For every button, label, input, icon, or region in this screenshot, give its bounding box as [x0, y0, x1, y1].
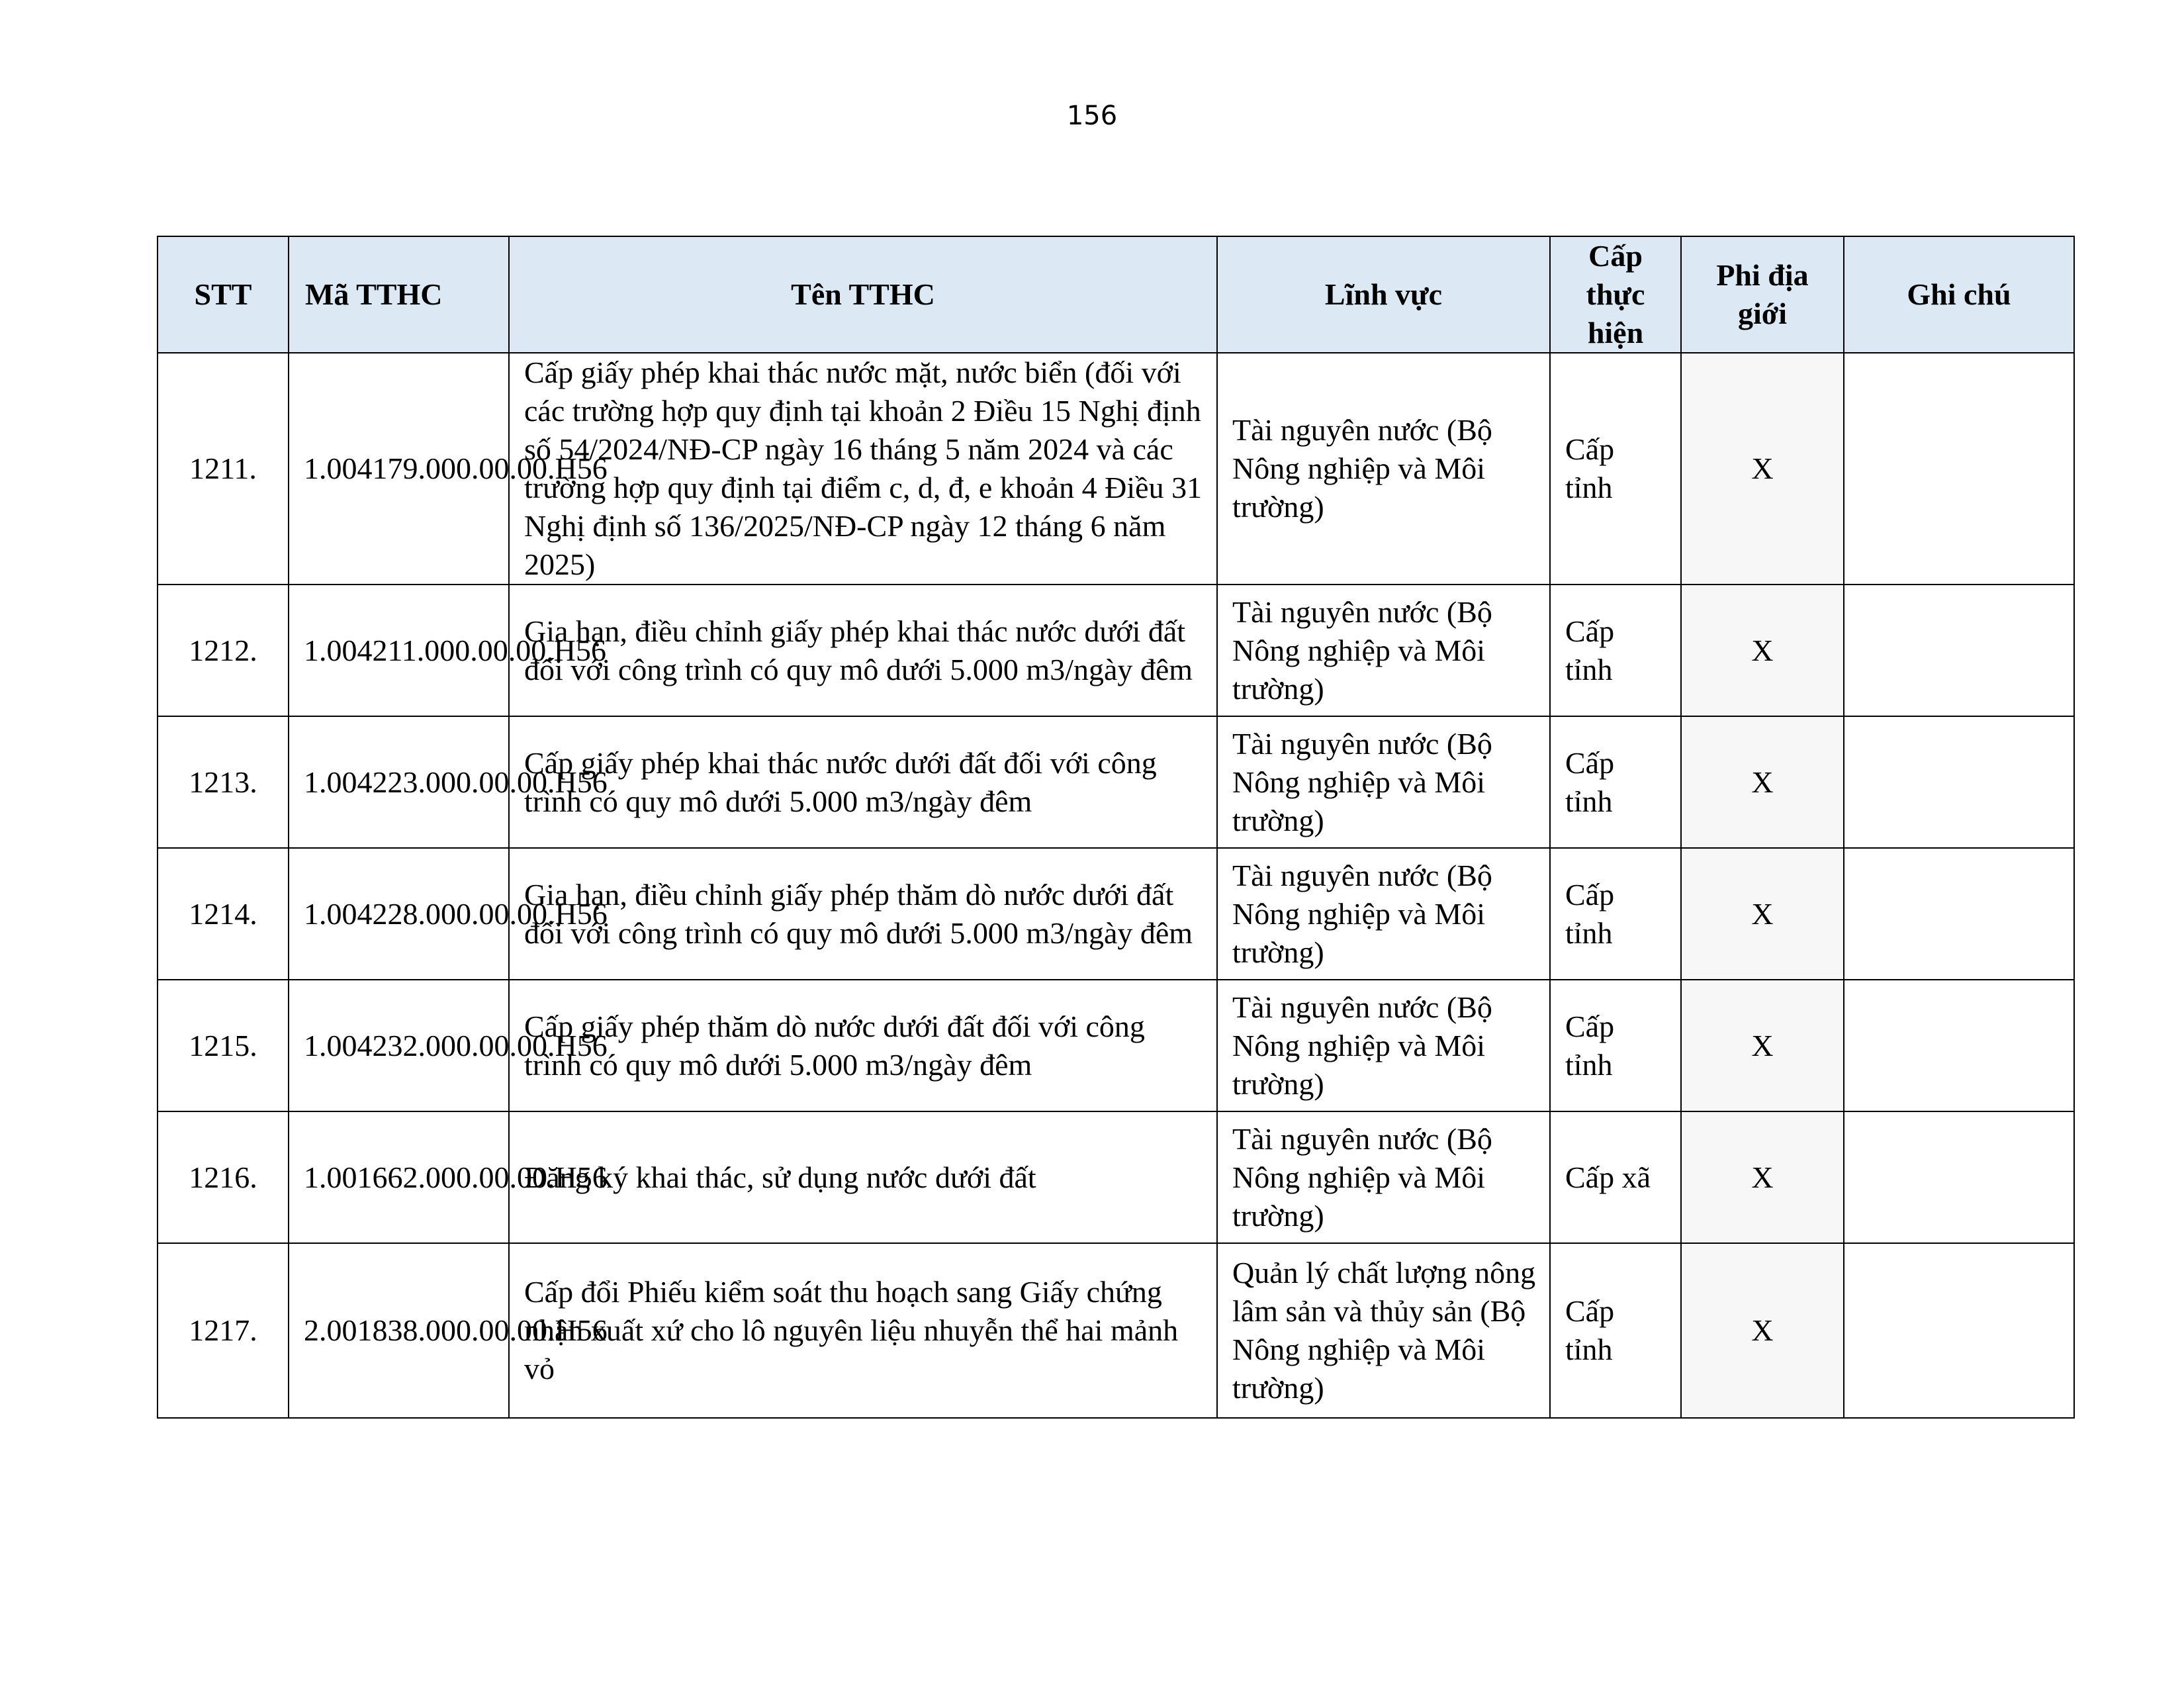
cell-stt: 1216. — [158, 1111, 289, 1243]
cell-phi-dia-gioi: X — [1681, 1111, 1844, 1243]
cell-cap-thuc-hien: Cấp tỉnh — [1550, 848, 1681, 980]
cell-stt: 1217. — [158, 1243, 289, 1418]
header-linh-vuc: Lĩnh vực — [1217, 236, 1550, 353]
cell-phi-dia-gioi: X — [1681, 353, 1844, 585]
cell-phi-dia-gioi: X — [1681, 585, 1844, 716]
cell-phi-dia-gioi: X — [1681, 1243, 1844, 1418]
cell-ma-tthc: 1.004211.000.00.00.H56 — [289, 585, 509, 716]
cell-ghi-chu — [1844, 848, 2074, 980]
cell-linh-vuc: Tài nguyên nước (Bộ Nông nghiệp và Môi trường) — [1217, 848, 1550, 980]
cell-ghi-chu — [1844, 980, 2074, 1111]
cell-linh-vuc: Tài nguyên nước (Bộ Nông nghiệp và Môi trường) — [1217, 716, 1550, 848]
cell-ma-tthc: 1.001662.000.00.00.H56 — [289, 1111, 509, 1243]
cell-linh-vuc: Quản lý chất lượng nông lâm sản và thủy sản (Bộ Nông nghiệp và Môi trường) — [1217, 1243, 1550, 1418]
cell-linh-vuc: Tài nguyên nước (Bộ Nông nghiệp và Môi trường) — [1217, 1111, 1550, 1243]
cell-cap-thuc-hien: Cấp tỉnh — [1550, 1243, 1681, 1418]
cell-phi-dia-gioi: X — [1681, 848, 1844, 980]
cell-stt: 1214. — [158, 848, 289, 980]
cell-cap-thuc-hien: Cấp tỉnh — [1550, 585, 1681, 716]
table-row — [158, 716, 2074, 848]
cell-cap-thuc-hien: Cấp tỉnh — [1550, 716, 1681, 848]
cell-stt: 1212. — [158, 585, 289, 716]
cell-ma-tthc: 1.004232.000.00.00.H56 — [289, 980, 509, 1111]
cell-ten-tthc: Gia hạn, điều chỉnh giấy phép thăm dò nước dưới đất đối với công trình có quy mô dưới 5.000 m3/ngày đêm — [509, 848, 1217, 980]
cell-ghi-chu — [1844, 585, 2074, 716]
table-row — [158, 980, 2074, 1111]
table-row — [158, 585, 2074, 716]
procedures-table — [157, 236, 2075, 1419]
cell-phi-dia-gioi: X — [1681, 980, 1844, 1111]
cell-ma-tthc: 1.004228.000.00.00.H56 — [289, 848, 509, 980]
cell-cap-thuc-hien: Cấp xã — [1550, 1111, 1681, 1243]
cell-ten-tthc: Đăng ký khai thác, sử dụng nước dưới đất — [509, 1111, 1217, 1243]
cell-ma-tthc: 1.004179.000.00.00.H56 — [289, 353, 509, 585]
cell-ghi-chu — [1844, 1111, 2074, 1243]
cell-ghi-chu — [1844, 1243, 2074, 1418]
header-stt: STT — [158, 236, 289, 353]
cell-linh-vuc: Tài nguyên nước (Bộ Nông nghiệp và Môi trường) — [1217, 585, 1550, 716]
cell-ma-tthc: 2.001838.000.00.00.H56 — [289, 1243, 509, 1418]
cell-ten-tthc: Cấp giấy phép khai thác nước mặt, nước biển (đối với các trường hợp quy định tại khoản 2 Điều 15 Nghị định số 54/2024/NĐ-CP ngày 16 tháng 5 năm 2024 và các trường hợp quy định tại điểm c, d, đ, e khoản 4 Điều 31 Nghị định số 136/2025/NĐ-CP ngày 12 tháng 6 năm 2025) — [509, 353, 1217, 585]
header-ten-tthc: Tên TTHC — [509, 236, 1217, 353]
cell-cap-thuc-hien: Cấp tỉnh — [1550, 353, 1681, 585]
table-row — [158, 353, 2074, 585]
page-number: 156 — [1066, 101, 1118, 131]
cell-cap-thuc-hien: Cấp tỉnh — [1550, 980, 1681, 1111]
table-row — [158, 1243, 2074, 1418]
cell-linh-vuc: Tài nguyên nước (Bộ Nông nghiệp và Môi trường) — [1217, 353, 1550, 585]
cell-stt: 1215. — [158, 980, 289, 1111]
cell-ten-tthc: Gia hạn, điều chỉnh giấy phép khai thác nước dưới đất đối với công trình có quy mô dưới 5.000 m3/ngày đêm — [509, 585, 1217, 716]
cell-ghi-chu — [1844, 716, 2074, 848]
cell-ghi-chu — [1844, 353, 2074, 585]
cell-stt: 1213. — [158, 716, 289, 848]
table-header-row — [158, 236, 2074, 353]
header-phi-dia-gioi: Phi địa giới — [1681, 236, 1844, 353]
cell-ten-tthc: Cấp giấy phép thăm dò nước dưới đất đối với công trình có quy mô dưới 5.000 m3/ngày đêm — [509, 980, 1217, 1111]
table-row — [158, 848, 2074, 980]
table-row — [158, 1111, 2074, 1243]
header-ghi-chu: Ghi chú — [1844, 236, 2074, 353]
cell-phi-dia-gioi: X — [1681, 716, 1844, 848]
cell-ten-tthc: Cấp đổi Phiếu kiểm soát thu hoạch sang Giấy chứng nhận xuất xứ cho lô nguyên liệu nhuyễn thể hai mảnh vỏ — [509, 1243, 1217, 1418]
cell-stt: 1211. — [158, 353, 289, 585]
cell-ma-tthc: 1.004223.000.00.00.H56 — [289, 716, 509, 848]
header-cap-thuc-hien: Cấp thực hiện — [1550, 236, 1681, 353]
header-ma-tthc: Mã TTHC — [289, 236, 509, 353]
cell-linh-vuc: Tài nguyên nước (Bộ Nông nghiệp và Môi trường) — [1217, 980, 1550, 1111]
cell-ten-tthc: Cấp giấy phép khai thác nước dưới đất đối với công trình có quy mô dưới 5.000 m3/ngày đêm — [509, 716, 1217, 848]
